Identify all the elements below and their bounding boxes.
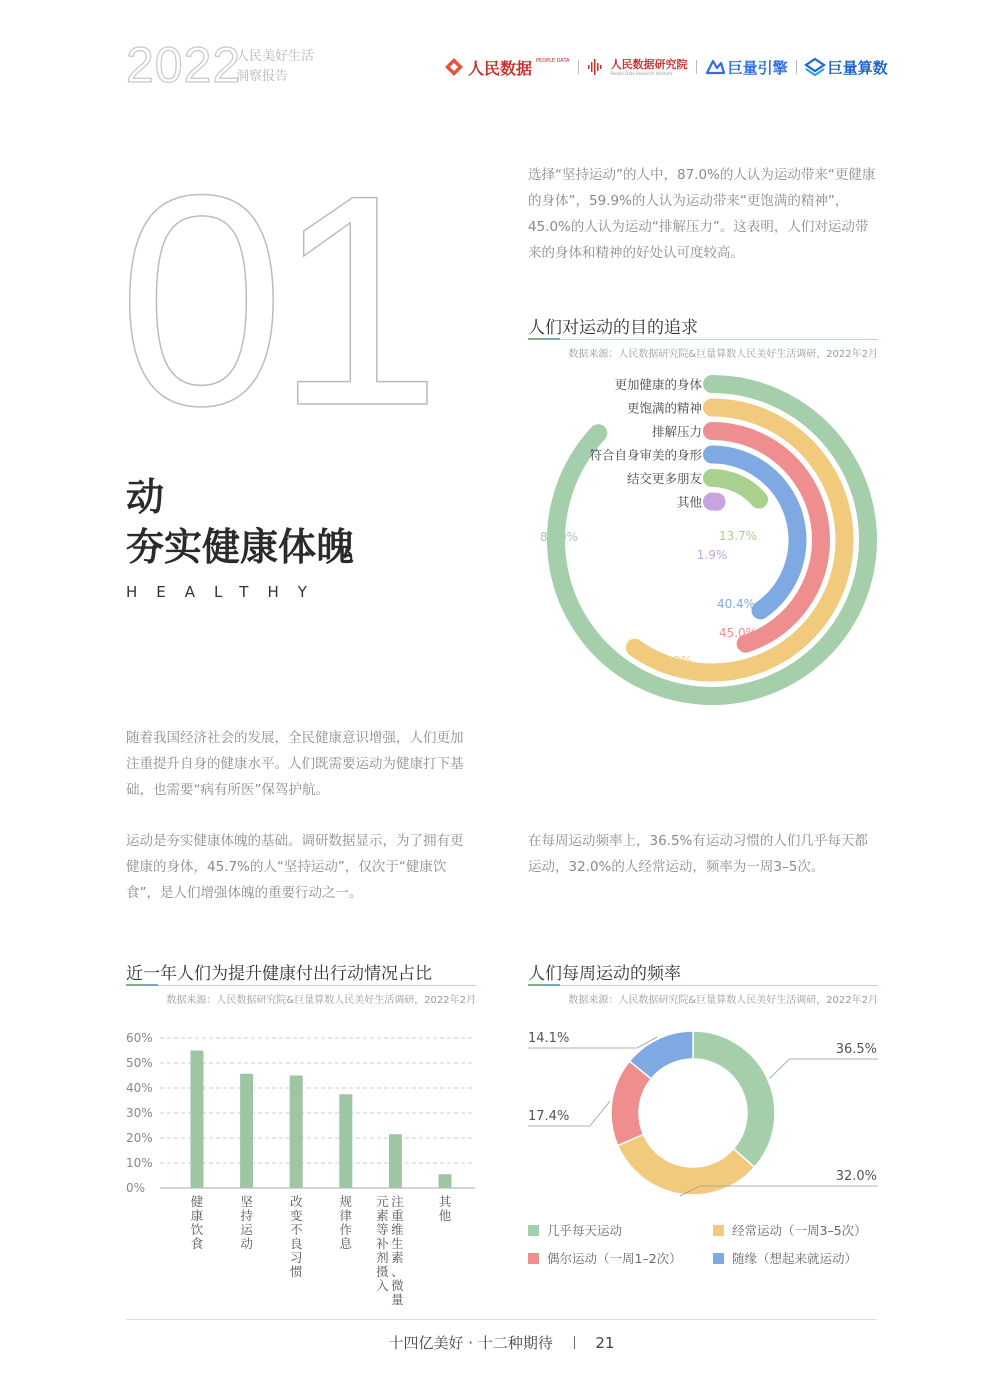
- bar: [290, 1076, 303, 1189]
- y-tick-label: 60%: [126, 1031, 153, 1045]
- radial-bar-category-label: 其他: [676, 494, 702, 510]
- suanshu-brand-icon: [805, 58, 825, 76]
- bar: [439, 1174, 452, 1188]
- suanshu-logo: [805, 57, 888, 78]
- radial-bar-category-label: 更饱满的精神: [626, 400, 702, 416]
- x-category-label-char: 元: [376, 1194, 389, 1209]
- sound-wave-icon: [587, 59, 607, 75]
- action-bar-chart: [120, 1025, 480, 1315]
- bar-chart-title-underline: [126, 984, 476, 986]
- section-title-line2: 夯实健康体魄: [126, 525, 355, 569]
- legend-swatch: [528, 1225, 539, 1236]
- x-category-label-char: 良: [289, 1236, 303, 1251]
- x-category-label-char: 入: [376, 1278, 389, 1293]
- legend-swatch: [528, 1253, 539, 1264]
- radial-chart-source: 数据来源：人民数据研究院&巨量算数人民美好生活调研，2022年2月: [568, 349, 878, 360]
- radial-bar-category-label: 排解压力: [651, 424, 702, 439]
- x-category-label-char: 作: [339, 1222, 353, 1237]
- radial-bar-value-label: 45.0%: [718, 626, 758, 640]
- y-tick-label: 0%: [126, 1181, 146, 1195]
- suanshu-logo-text: 巨量算数: [827, 58, 888, 77]
- x-category-label-char: 补: [376, 1236, 389, 1251]
- donut-value-label: 14.1%: [528, 1031, 570, 1046]
- legend-item-occasional: [528, 1249, 682, 1267]
- intro-paragraph-1-text: 随着我国经济社会的发展，全民健康意识增强，人们更加注重提升自身的健康水平。人们既需要运动为健康打下基础，也需要“病有所医”保驾护航。: [126, 730, 464, 798]
- footer-text: 十四亿美好 · 十二种期待: [388, 1334, 553, 1352]
- x-category-label-char: 摄: [376, 1264, 389, 1279]
- logo-divider: [696, 60, 697, 74]
- donut-chart-source: 数据来源：人民数据研究院&巨量算数人民美好生活调研，2022年2月: [568, 995, 878, 1006]
- leader-line: [770, 1059, 878, 1078]
- frequency-paragraph-text: 在每周运动频率上，36.5%有运动习惯的人们几乎每天都运动，32.0%的人经常运动，频率为一周3–5次。: [528, 833, 868, 875]
- x-category-label-char: 持: [240, 1208, 253, 1223]
- x-category-label-char: 微: [391, 1278, 404, 1293]
- donut-value-label: 17.4%: [528, 1109, 570, 1124]
- people-data-logo-tag: PEOPLE DATA: [536, 57, 570, 64]
- x-category-label-char: 动: [240, 1236, 253, 1251]
- x-category-label-char: 维: [391, 1222, 404, 1237]
- donut-value-label: 32.0%: [835, 1169, 877, 1184]
- x-category-label-char: 其: [438, 1194, 452, 1209]
- y-tick-label: 40%: [126, 1081, 153, 1095]
- radial-bar-value-label: 40.4%: [716, 597, 756, 611]
- radial-bar-value-label: 13.7%: [718, 529, 758, 543]
- x-category-label-char: 惯: [289, 1264, 303, 1279]
- donut-chart-title-underline: [528, 984, 878, 986]
- report-title-line2: 洞察报告: [236, 69, 289, 84]
- x-category-label-char: 他: [438, 1208, 452, 1223]
- bar: [339, 1094, 352, 1188]
- section-number: 01: [118, 132, 432, 468]
- x-category-label-char: 健: [190, 1194, 204, 1209]
- x-category-label-char: 律: [339, 1208, 353, 1223]
- x-category-label-char: 重: [391, 1208, 404, 1223]
- legend-label: 随缘（想起来就运动）: [732, 1251, 858, 1266]
- page-number: 21: [595, 1334, 615, 1352]
- people-data-logo-text: 人民数据: [468, 58, 533, 78]
- people-data-logo: [444, 56, 570, 79]
- people-data-emblem-icon: [444, 57, 464, 77]
- partner-logos: [444, 54, 888, 80]
- bar: [240, 1074, 253, 1188]
- x-category-label-char: 注: [391, 1194, 404, 1209]
- radial-bar-category-label: 符合自身审美的身形: [589, 447, 702, 463]
- section-title: [126, 472, 354, 572]
- radial-chart-title: 人们对运动的目的追求: [528, 318, 698, 338]
- donut-slice: [693, 1031, 775, 1167]
- donut-value-label: 36.5%: [835, 1042, 877, 1057]
- report-title-line1: 人民美好生活: [236, 49, 315, 64]
- report-title: [236, 47, 314, 87]
- radial-bar-value-label: 87.0%: [539, 530, 579, 544]
- bar: [389, 1134, 402, 1188]
- x-category-label-char: 素: [391, 1250, 404, 1265]
- footer-divider: [126, 1319, 877, 1320]
- x-category-label-char: 食: [190, 1236, 204, 1251]
- bar: [191, 1051, 204, 1189]
- report-year: 2022: [126, 37, 242, 93]
- y-tick-label: 50%: [126, 1056, 153, 1070]
- x-category-label-char: 息: [339, 1236, 353, 1251]
- radial-bar-value-label: 1.9%: [696, 548, 728, 562]
- footer-separator: [574, 1336, 575, 1349]
- logo-divider: [796, 60, 797, 74]
- y-tick-label: 30%: [126, 1106, 153, 1120]
- radial-bar-value-label: 59.9%: [653, 654, 693, 668]
- legend-swatch: [713, 1225, 724, 1236]
- intro-paragraph-2-text: 运动是夯实健康体魄的基础。调研数据显示，为了拥有更健康的身体，45.7%的人“坚持运动”，仅次于“健康饮食”，是人们增强体魄的重要行动之一。: [126, 833, 464, 901]
- frequency-donut-chart: [520, 1020, 880, 1210]
- research-logo-subtext: People Data Research Institute: [610, 70, 673, 76]
- logo-divider: [578, 60, 579, 74]
- bar-chart-title: 近一年人们为提升健康付出行动情况占比: [126, 964, 432, 984]
- intro-paragraph-1: [126, 725, 476, 803]
- radial-chart-title-underline: [528, 338, 878, 340]
- radial-bar-category-label: 更加健康的身体: [614, 377, 702, 392]
- x-category-label-char: 改: [289, 1194, 303, 1209]
- x-category-label-char: 素: [376, 1208, 389, 1223]
- x-category-label-char: 运: [240, 1222, 253, 1237]
- legend-label: 偶尔运动（一周1–2次）: [547, 1251, 682, 1266]
- legend-swatch: [713, 1253, 724, 1264]
- section-subtitle: HEALTHY: [126, 583, 326, 601]
- legend-item-casual: [713, 1249, 857, 1267]
- x-category-label-char: 量: [391, 1292, 404, 1307]
- x-category-label-char: 饮: [190, 1222, 204, 1237]
- engine-logo: [705, 57, 788, 78]
- radial-bar-category-label: 结交更多朋友: [626, 471, 702, 486]
- legend-item-daily: [528, 1221, 622, 1239]
- y-tick-label: 20%: [126, 1131, 153, 1145]
- x-category-label-char: 规: [339, 1194, 353, 1209]
- intro-paragraph-2: [126, 828, 476, 906]
- x-category-label-char: 坚: [240, 1194, 253, 1209]
- engine-brand-icon: [705, 58, 725, 76]
- frequency-paragraph: [528, 828, 878, 880]
- purpose-paragraph-text: 选择“坚持运动”的人中，87.0%的人认为运动带来“更健康的身体”，59.9%的人认为运动带来“更饱满的精神”，45.0%的人认为运动“排解压力”。这表明，人们对运动带来的身体和精神的好处认可度较高。: [528, 167, 876, 261]
- x-category-label-char: 变: [289, 1208, 303, 1223]
- legend-item-often: [713, 1221, 867, 1239]
- research-institute-logo: [587, 59, 688, 76]
- x-category-label-char: 康: [190, 1208, 204, 1223]
- footer: [0, 1332, 1003, 1353]
- legend-label: 经常运动（一周3–5次）: [732, 1223, 867, 1238]
- legend-label: 几乎每天运动: [547, 1223, 623, 1238]
- x-category-label-char: 生: [391, 1236, 404, 1251]
- x-category-label-char: 等: [376, 1222, 389, 1237]
- purpose-paragraph: [528, 162, 878, 266]
- x-category-label-char: 剂: [376, 1250, 389, 1265]
- research-logo-text: 人民数据研究院: [610, 57, 688, 71]
- x-category-label-char: 习: [289, 1250, 303, 1265]
- donut-chart-title: 人们每周运动的频率: [528, 964, 681, 984]
- x-category-label-char: 、: [391, 1264, 404, 1279]
- radial-bar-chart: [520, 377, 880, 725]
- bar-chart-source: 数据来源：人民数据研究院&巨量算数人民美好生活调研，2022年2月: [166, 995, 476, 1006]
- x-category-label-char: 不: [289, 1222, 303, 1237]
- engine-logo-text: 巨量引擎: [727, 58, 788, 77]
- y-tick-label: 10%: [126, 1156, 153, 1170]
- section-title-line1: 动: [126, 475, 165, 519]
